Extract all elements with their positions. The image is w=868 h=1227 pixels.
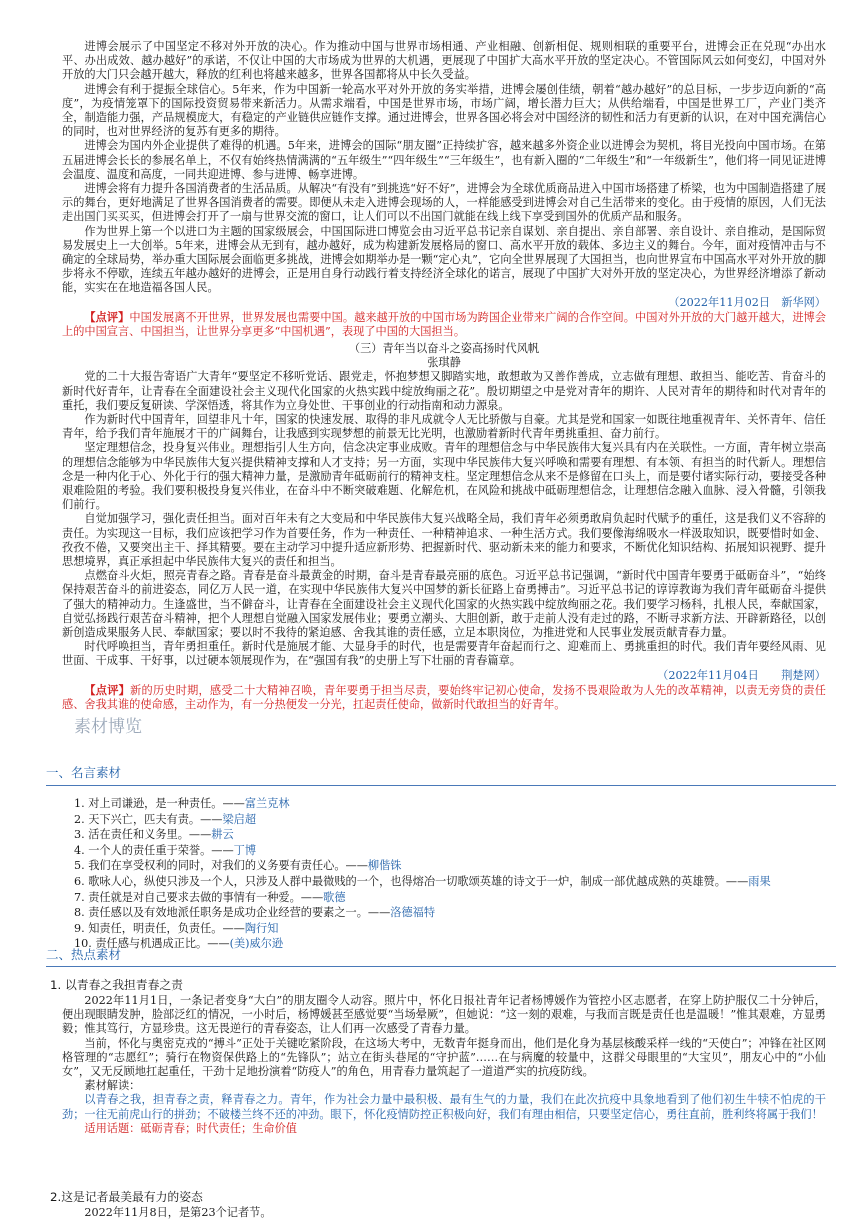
- article-section-1: [62, 40, 826, 339]
- paragraph: 坚定理想信念，投身复兴伟业。理想指引人生方向，信念决定事业成败。青年的理想信念与中华民族伟大复兴具有内在关联性。一方面，青年树立崇高的理想信念能够为中华民族伟大复兴提供精神支撑和人才支持；另一方面，实现中华民族伟大复兴呼唤和需要有理想、有本领、有担当的时代新人。理想信念是一种内化于心、外化于行的强大精神力量，是激励青年砥砺前行的精神支柱。坚定理想信念从来不是修留在口头上，而是要付诸实际行动，要接受各种艰难险阻的考验。我们要积极投身复兴伟业，在奋斗中不断突破难题、化解危机，在风险和挑战中砥砺理想信念，让理想信念融入血脉、浸入骨髓，引领我们前行。: [62, 441, 826, 512]
- hot-item-2: [62, 1206, 826, 1220]
- quote-item: 10. 责任感与机遇成正比。——(美)威尔逊: [74, 937, 284, 951]
- hot-item-title: 1. 以青春之我担青春之责: [50, 978, 183, 992]
- hot-item-title: 2.这是记者最美最有力的姿态: [50, 1190, 203, 1204]
- paragraph: 党的二十大报告寄语广大青年“要坚定不移听党话、跟党走，怀抱梦想又脚踏实地，敢想敢为又善作善成，立志做有理想、敢担当、能吃苦、肯奋斗的新时代好青年，让青春在全面建设社会主义现代化国家的火热实践中绽放绚丽之花”。殷切期望之中是党对青年的期许、人民对青年的期待和时代对青年的重托，我们要反复研读、学深悟透，将其作为立身处世、干事创业的行动指南和动力源泉。: [62, 370, 826, 412]
- paragraph: 2022年11月8日，是第23个记者节。: [84, 1206, 272, 1219]
- comment-label: 【点评】: [84, 682, 131, 697]
- heading-rule: [46, 966, 836, 967]
- topic-line: [62, 1122, 826, 1136]
- topic-text: 砥砺青春；时代责任；生命价值: [140, 1121, 297, 1135]
- article-title: （三）青年当以奋斗之姿高扬时代风帆: [348, 342, 540, 355]
- quotes-heading: 一、名言素材: [46, 765, 122, 780]
- topic-label: 适用话题：: [84, 1121, 141, 1135]
- quote-item: 8. 责任感以及有效地派任职务是成功企业经营的要素之一。——洛德福特: [74, 906, 436, 920]
- comment-text: 中国发展离不开世界，世界发展也需要中国。越来越开放的中国市场为跨国企业带来广阔的合作空间。中国对外开放的大门越开越大，进博会上的中国宣言、中国担当，让世界分享更多“中国机遇”，表现了中国的大国担当。: [62, 310, 826, 339]
- source-line: （2022年11月04日 荆楚网）: [657, 668, 826, 682]
- quote-item: 9. 知责任，明责任，负责任。——陶行知: [74, 921, 279, 935]
- quote-item: 4. 一个人的责任重于荣誉。——丁博: [74, 843, 257, 857]
- interpret-text: 以青春之我，担青春之责，释青春之力。青年，作为社会力量中最积极、最有生气的力量，我们在此次抗疫中具象地看到了他们初生牛犊不怕虎的干劲；一往无前虎山行的拼劲；不破楼兰终不还的冲劲。眼下，怀化疫情防控正积极向好，我们有理由相信，只要坚定信心，勇往直前，胜利终将属于我们！: [62, 1093, 826, 1121]
- paragraph: 进博会为国内外企业提供了难得的机遇。5年来，进博会的国际“朋友圈”正持续扩容，越来越多外资企业以进博会为契机，将目光投向中国市场。在第五届进博会长长的参展名单上，不仅有始终热情满满的“五年级生”“四年级生”“三年级生”，也有新入圈的“二年级生”和“一年级新生”，他们将一同见证进博会温度、温度和高度，一同共迎进博、参与进博、畅享进博。: [62, 139, 826, 181]
- quote-item: 1. 对上司谦逊，是一种责任。——富兰克林: [74, 797, 290, 810]
- heading-rule: [46, 785, 836, 786]
- comment: [62, 310, 826, 339]
- hot-heading: 二、热点素材: [46, 947, 122, 962]
- paragraph: 作为世界上第一个以进口为主题的国家级展会，中国国际进口博览会由习近平总书记亲自谋划、亲自提出、亲自部署、亲自设计、亲自推动，是国际贸易发展史上一大创举。5年来，进博会从无到有，越办越好，成为构建新发展格局的窗口、高水平开放的载体、多边主义的舞台。今年，面对疫情冲击与不确定的全球局势，举办重大国际展会面临更多挑战，进博会如期举办是一颗“定心丸”，它向全世界展现了大国担当，也向世界宣布中国高水平对外开放的脚步将永不停歇，连续五年越办越好的进博会，正是用自身行动践行着支持经济全球化的诺言，展现了中国扩大对外开放的坚定决心，为世界经济增添了新动能，实实在在地造福各国人民。: [62, 224, 826, 295]
- quote-item: 5. 我们在享受权利的同时，对我们的义务要有责任心。——柳偕铢: [74, 859, 402, 873]
- quote-item: 6. 歌咏人心，纵使只涉及一个人，只涉及人群中最微贱的一个，也得熔冶一切歌颂英雄的诗文于一炉，制成一部优越成熟的英雄赞。——雨果: [74, 874, 771, 888]
- paragraph: 自觉加强学习，强化责任担当。面对百年未有之大变局和中华民族伟大复兴战略全局，我们青年必须勇敢肩负起时代赋予的重任，这是我们义不容辞的责任。为实现这一目标，我们应该把学习作为首要任务，作为一种责任、一种精神追求、一种生活方式。我们要像海绵吸水一样汲取知识，既要惜时如金、孜孜不倦，又要突出主干、择其精要。要在主动学习中提升适应新形势、把握新时代、驱动新未来的能力和要求，不断优化知识结构、拓展知识视野、提升思想境界，真正承担起中华民族伟大复兴的责任和担当。: [62, 512, 826, 569]
- source-line: （2022年11月02日 新华网）: [668, 295, 826, 309]
- paragraph: 进博会有利于提振全球信心。5年来，作为中国新一轮高水平对外开放的务实举措，进博会屡创佳绩，朝着“越办越好”的总目标，一步步迈向新的“高度”，为疫情笼罩下的国际投资贸易带来新活力。从需求端看，中国是世界市场，市场广阔，增长潜力巨大；从供给端看，中国是世界工厂，产业门类齐全，制造能力强，产品规模庞大，有稳定的产业链供应链作支撑。通过进博会，世界各国必将会对中国经济的韧性和活力有更新的认识，在对中国充满信心的同时，也对世界经济的复苏有更多的期待。: [62, 82, 826, 139]
- paragraph: 作为新时代中国青年，回望非凡十年，国家的快速发展、取得的非凡成就令人无比骄傲与自豪。尤其是党和国家一如既往地重视青年、关怀青年、信任青年，给予我们青年施展才干的广阔舞台，让我感到实现梦想的前景无比光明，也激励着新时代青年勇挑重担、奋力前行。: [62, 413, 826, 441]
- quote-item: 2. 天下兴亡，匹夫有责。——梁启超: [74, 812, 257, 826]
- paragraph: 进博会将有力提升各国消费者的生活品质。从解决“有没有”到挑选“好不好”，进博会为全球优质商品进入中国市场搭建了桥梁，也为中国制造搭建了展示的舞台，更好地满足了世界各国消费者的需要。即便从未走入进博会现场的人，一样能感受到进博会对自己生活带来的变化。由于疫情的原因，人们无法走出国门买买买，但进博会打开了一扇与世界交流的窗口，让人们可以不出国门就能在线上线下享受到国外的优质产品和服务。: [62, 182, 826, 224]
- article-author: 张琪静: [427, 356, 461, 370]
- paragraph: 时代呼唤担当，青年勇担重任。新时代是施展才能、大显身手的时代，也是需要青年奋起而行之、迎难而上、勇挑重担的时代。我们青年要经风雨、见世面、干成事、干好事，以过硬本领展现作为，在“强国有我”的史册上写下壮丽的青春篇章。: [62, 640, 826, 668]
- quote-item: 3. 活在责任和义务里。——耕云: [74, 828, 234, 842]
- comment-label: 【点评】: [84, 309, 130, 324]
- comment-text: 新的历史时期，感受二十大精神召唤，青年要勇于担当尽责，要始终牢记初心使命，发扬不畏艰险敢为人先的改革精神，以责无旁贷的责任感、舍我其谁的使命感，主动作为，有一分热便发一分光，扛起责任使命，做新时代敢担当的好青年。: [62, 683, 826, 712]
- paragraph: 2022年11月1日，一条记者变身“大白”的朋友圈令人动容。照片中，怀化日报社青年记者杨博媛作为管控小区志愿者，在穿上防护服仅二十分钟后，便出现眼睛发肿，脸部泛红的情况，一小时后，杨博媛甚至感觉要“当场晕厥”，但她说：“这一刻的艰难，与我而言既是责任也是温暖！”惟其艰难，方显勇毅；惟其笃行，方显珍贵。这无畏逆行的青春姿态，让人们再一次感受了青春力量。: [62, 994, 826, 1036]
- quotes-list: [74, 796, 834, 952]
- interpret-label: 素材解读：: [84, 1079, 141, 1093]
- paragraph: 当前，怀化与奥密克戎的“搏斗”正处于关键吃紧阶段，在这场大考中，无数青年挺身而出，他们是化身为基层核酸采样一线的“天使白”；冲锋在社区网格管理的“志愿红”；骑行在物资保供路上的“先锋队”；站立在街头巷尾的“守护蓝”……在与病魔的较量中，这群父母眼里的“大宝贝”，朋友心中的“小仙女”，又无反顾地扛起重任，干劲十足地扮演着“防疫人”的角色，用青春力量筑起了一道道严实的抗疫防线。: [62, 1036, 826, 1079]
- paragraph: 点燃奋斗火炬，照亮青春之路。青春是奋斗最黄金的时期，奋斗是青春最亮丽的底色。习近平总书记强调，“新时代中国青年要勇于砥砺奋斗”，“始终保持艰苦奋斗的前进姿态，同亿万人民一道，在实现中华民族伟大复兴中国梦的新长征路上奋勇搏击”。习近平总书记的谆谆教诲为我们青年砥砺奋斗提供了强大的精神动力。生逢盛世，当不僻奋斗，让青春在全面建设社会主义现代化国家的火热实践中绽放绚丽之花。我们要学习杨科，扎根人民，奉献国家，自觉弘扬践行艰苦奋斗精神，把个人理想自觉融入国家发展伟业；要勇立潮头、大胆创新，敢于走前人没有走过的路，不断寻求新方法、开辟新路径，以创新创造成果服务人民、奉献国家；要以时不我待的紧迫感、舍我其谁的责任感，立足本职岗位，为推进党和人民事业发展贡献青春力量。: [62, 569, 826, 640]
- paragraph: 进博会展示了中国坚定不移对外开放的决心。作为推动中国与世界市场相通、产业相融、创新相促、规则相联的重要平台，进博会正在兑现“办出水平、办出成效、越办越好”的承诺，不仅让中国的大市场成为世界的大机遇，更展现了中国扩大高水平开放的坚定决心。不管国际风云如何变幻，中国对外开放的大门只会越开越大，释放的红利也将越来越多，世界各国都将从中长久受益。: [62, 40, 826, 82]
- comment: [62, 683, 826, 712]
- article-section-2: [62, 342, 826, 712]
- hot-item-1: [62, 994, 826, 1136]
- section-heading: 素材博览: [74, 717, 142, 737]
- quote-item: 7. 责任就是对自己要求去做的事情有一种爱。——歌德: [74, 890, 346, 904]
